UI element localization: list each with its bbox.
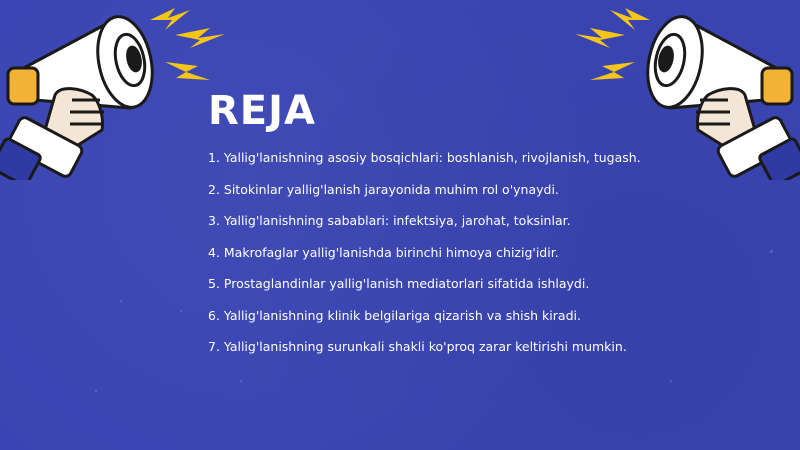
speck bbox=[120, 300, 122, 302]
speck bbox=[180, 310, 182, 312]
slide-title: REJA bbox=[208, 88, 316, 134]
list-item: 4. Makrofaglar yallig'lanishda birinchi himoya chizig'idir. bbox=[208, 244, 559, 260]
lightning-icon bbox=[575, 8, 650, 80]
megaphone-hand-icon bbox=[0, 0, 230, 180]
speck bbox=[670, 380, 672, 382]
agenda-list bbox=[208, 148, 641, 369]
list-item: 7. Yallig'lanishning surunkali shakli ko'proq zarar keltirishi mumkin. bbox=[208, 339, 627, 354]
speck bbox=[95, 390, 97, 392]
lightning-icon bbox=[150, 8, 225, 80]
list-item: 3. Yallig'lanishning sabablari: infektsiya, jarohat, toksinlar. bbox=[208, 213, 571, 228]
list-item: 2. Sitokinlar yallig'lanish jarayonida muhim rol o'ynaydi. bbox=[208, 181, 559, 197]
list-item: 1. Yallig'lanishning asosiy bosqichlari: boshlanish, rivojlanish, tugash. bbox=[208, 150, 641, 165]
speck bbox=[240, 380, 242, 382]
list-item: 6. Yallig'lanishning klinik belgilariga qizarish va shish kiradi. bbox=[208, 307, 581, 323]
list-item: 5. Prostaglandinlar yallig'lanish mediatorlari sifatida ishlaydi. bbox=[208, 276, 590, 291]
speck bbox=[770, 250, 773, 253]
